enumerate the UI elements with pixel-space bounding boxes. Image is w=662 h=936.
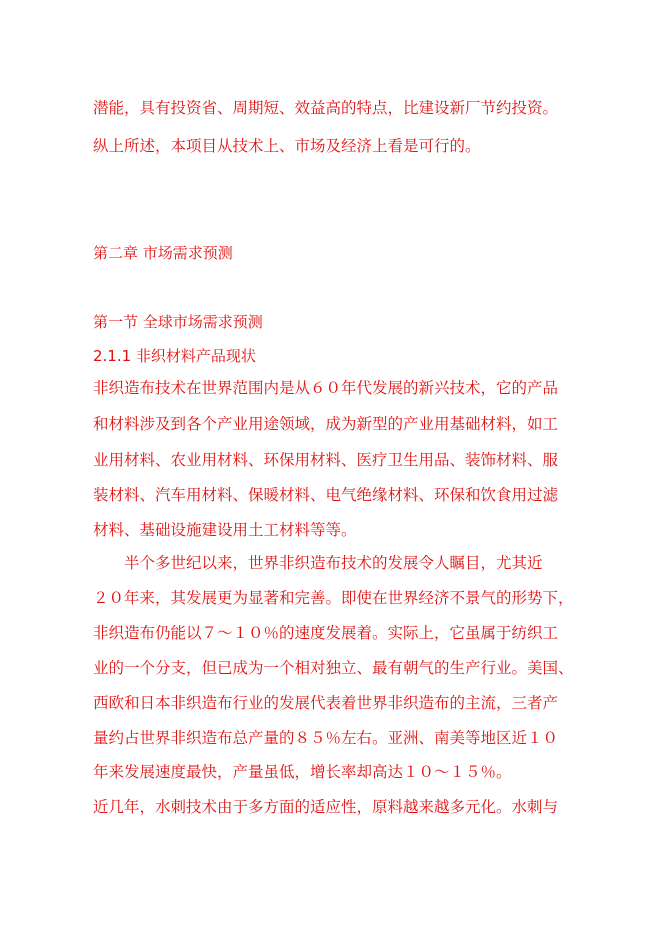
paragraph-2-line-1: 非织造布技术在世界范围内是从６０年代发展的新兴技术，它的产品 [93,379,559,397]
paragraph-2-line-2: 和材料涉及到各个产业用途领域，成为新型的产业用基础材料，如工 [93,415,559,433]
paragraph-1-line-1: 潜能，具有投资省、周期短、效益高的特点，比建设新厂节约投资。 [93,99,559,117]
paragraph-2-line-4: 装材料、汽车用材料、保暖材料、电气绝缘材料、环保和饮食用过滤 [93,486,559,504]
chapter-title: 第二章 市场需求预测 [93,244,233,262]
paragraph-3-line-7: 年来发展速度最快，产量虽低，增长率却高达１０～１５％。 [93,763,512,781]
paragraph-2-line-5: 材料、基础设施建设用土工材料等等。 [93,521,357,539]
paragraph-4-line-1: 近几年，水刺技术由于多方面的适应性，原料越来越多元化。水刺与 [93,798,559,816]
paragraph-3-line-3: 非织造布仍能以７～１０％的速度发展着。实际上，它虽属于纺织工 [93,624,559,642]
paragraph-3-line-2: ２０年来，其发展更为显著和完善。即使在世界经济不景气的形势下， [93,589,574,607]
paragraph-3-line-4: 业的一个分支，但已成为一个相对独立、最有朝气的生产行业。美国、 [93,659,574,677]
paragraph-3-line-6: 量约占世界非织造布总产量的８５％左右。亚洲、南美等地区近１０ [93,729,559,747]
paragraph-1-line-2: 纵上所述，本项目从技术上、市场及经济上看是可行的。 [93,137,481,155]
subsection-title: 2.1.1 非织材料产品现状 [93,347,256,365]
paragraph-2-line-3: 业用材料、农业用材料、环保用材料、医疗卫生用品、装饰材料、服 [93,451,559,469]
paragraph-3-line-1: 半个多世纪以来，世界非织造布技术的发展令人瞩目，尤其近 [124,554,543,572]
paragraph-3-line-5: 西欧和日本非织造布行业的发展代表着世界非织造布的主流，三者产 [93,694,559,712]
section-title: 第一节 全球市场需求预测 [93,313,263,331]
